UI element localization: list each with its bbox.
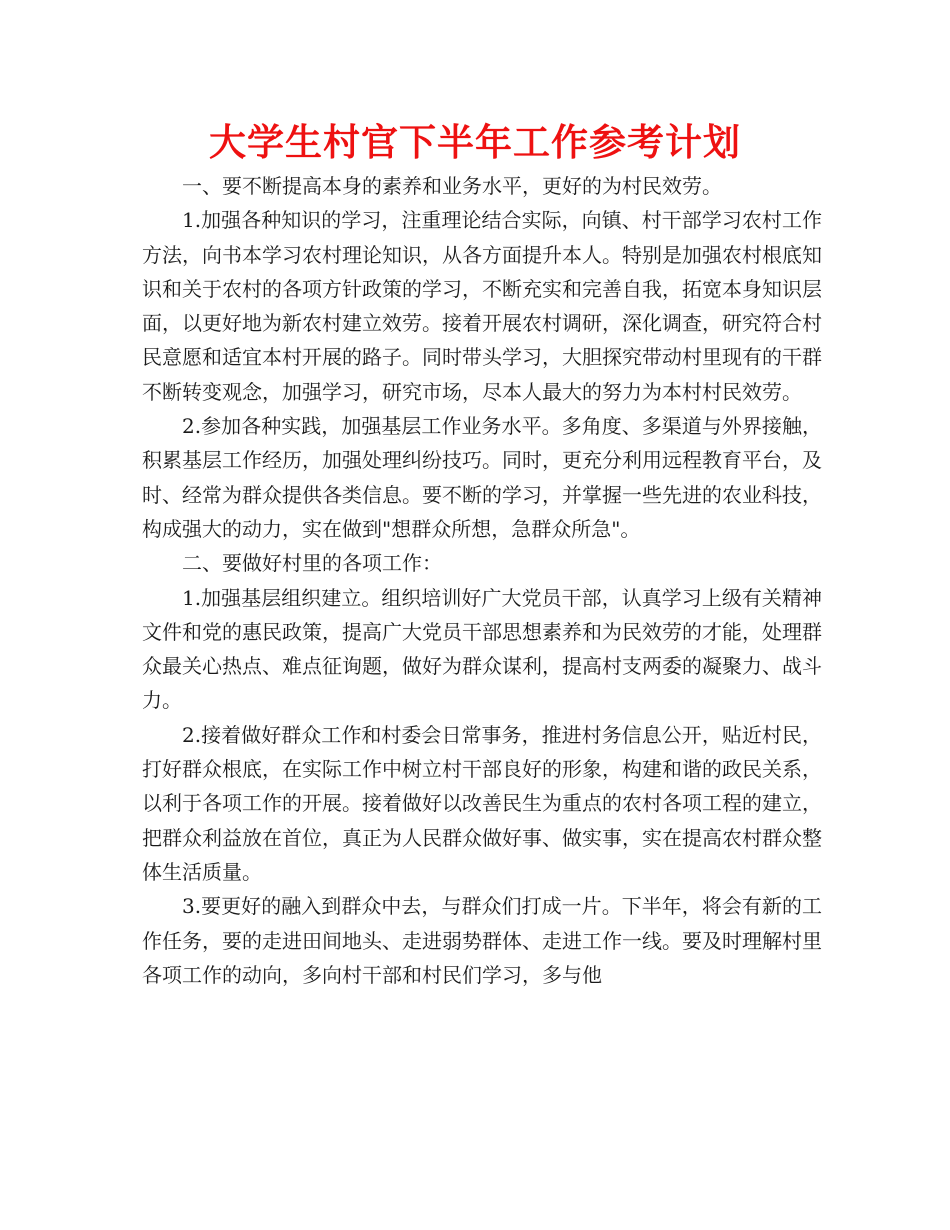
paragraph-1-2: 2.参加各种实践，加强基层工作业务水平。多角度、多渠道与外界接触，积累基层工作经历，加强处理纠纷技巧。同时，更充分利用远程教育平台，及时、经常为群众提供各类信息。要不断的学习，并掌握一些先进的农业科技，构成强大的动力，实在做到"想群众所想，急群众所急"。: [142, 414, 822, 541]
document-body: [142, 169, 822, 992]
paragraph-1-1: 1.加强各种知识的学习，注重理论结合实际，向镇、村干部学习农村工作方法，向书本学习农村理论知识，从各方面提升本人。特别是加强农村根底知识和关于农村的各项方针政策的学习，不断充实和完善自我，拓宽本身知识层面，以更好地为新农村建立效劳。接着开展农村调研，深化调查，研究符合村民意愿和适宜本村开展的路子。同时带头学习，大胆探究带动村里现有的干群不断转变观念，加强学习，研究市场，尽本人最大的努力为本村村民效劳。: [142, 208, 822, 404]
section-heading-2: 二、要做好村里的各项工作：: [182, 551, 442, 576]
paragraph-2-1: 1.加强基层组织建立。组织培训好广大党员干部，认真学习上级有关精神文件和党的惠民政策，提高广大党员干部思想素养和为民效劳的才能，处理群众最关心热点、难点征询题，做好为群众谋利，提高村支两委的凝聚力、战斗力。: [142, 585, 822, 713]
paragraph-2-2: 2.接着做好群众工作和村委会日常事务，推进村务信息公开，贴近村民，打好群众根底，在实际工作中树立村干部良好的形象，构建和谐的政民关系，以利于各项工作的开展。接着做好以改善民生为重点的农村各项工程的建立，把群众利益放在首位，真正为人民群众做好事、做实事，实在提高农村群众整体生活质量。: [142, 722, 822, 884]
section-heading-1: 一、要不断提高本身的素养和业务水平，更好的为村民效劳。: [182, 174, 722, 198]
document-title: 大学生村官下半年工作参考计划: [209, 121, 741, 164]
paragraph-2-3: 3.要更好的融入到群众中去，与群众们打成一片。下半年，将会有新的工作任务，要的走进田间地头、走进弱势群体、走进工作一线。要及时理解村里各项工作的动向，多向村干部和村民们学习，多与他: [142, 894, 822, 987]
